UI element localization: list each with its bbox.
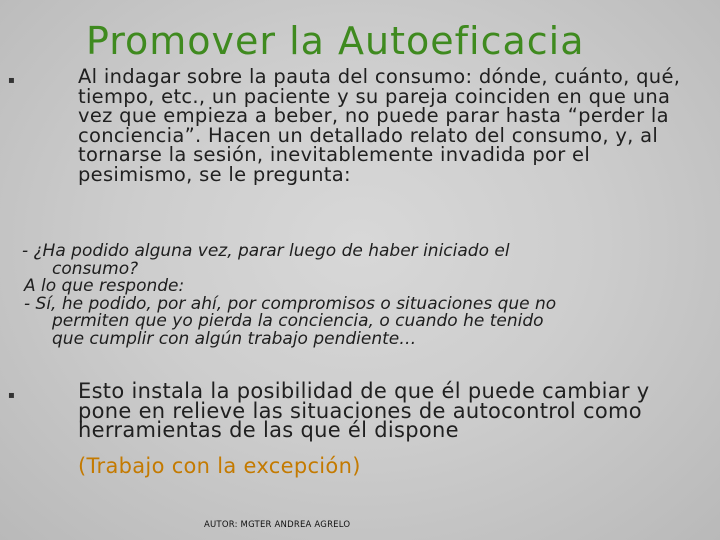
conclusion-highlight: (Trabajo con la excepción) — [78, 453, 361, 478]
slide-title: Promover la Autoeficacia — [86, 19, 585, 63]
paragraph-conclusion — [78, 379, 708, 478]
bullet-icon: ▪ — [8, 390, 15, 401]
answer-line-continued: permiten que yo pierda la conciencia, o cuando he tenido — [52, 311, 544, 331]
paragraph-intro: Al indagar sobre la pauta del consumo: dónde, cuánto, qué, tiempo, etc., un paciente y su pareja coinciden en que una vez que empieza a beber, no puede parar hasta “perder la conciencia”. Hacen un detallado relato del consumo, y, al tornarse la sesión, inevitablemente invadida por el pesimismo, se le pregunta: — [78, 65, 681, 186]
bullet-icon: ▪ — [8, 75, 15, 86]
response-intro: A lo que responde: — [24, 276, 185, 296]
conclusion-text: Esto instala la posibilidad de que él puede cambiar y pone en relieve las situaciones de autocontrol como herramientas de las que él dispone — [78, 379, 650, 443]
question-line: - ¿Ha podido alguna vez, parar luego de haber iniciado el — [22, 241, 510, 261]
question-line-continued: consumo? — [52, 258, 139, 279]
author-credit: AUTOR: MGTER ANDREA AGRELO — [204, 520, 351, 530]
answer-line-continued: que cumplir con algún trabajo pendiente… — [52, 328, 417, 349]
answer-line: - Sí, he podido, por ahí, por compromisos o situaciones que no — [24, 293, 557, 314]
dialogue-block — [24, 243, 704, 348]
